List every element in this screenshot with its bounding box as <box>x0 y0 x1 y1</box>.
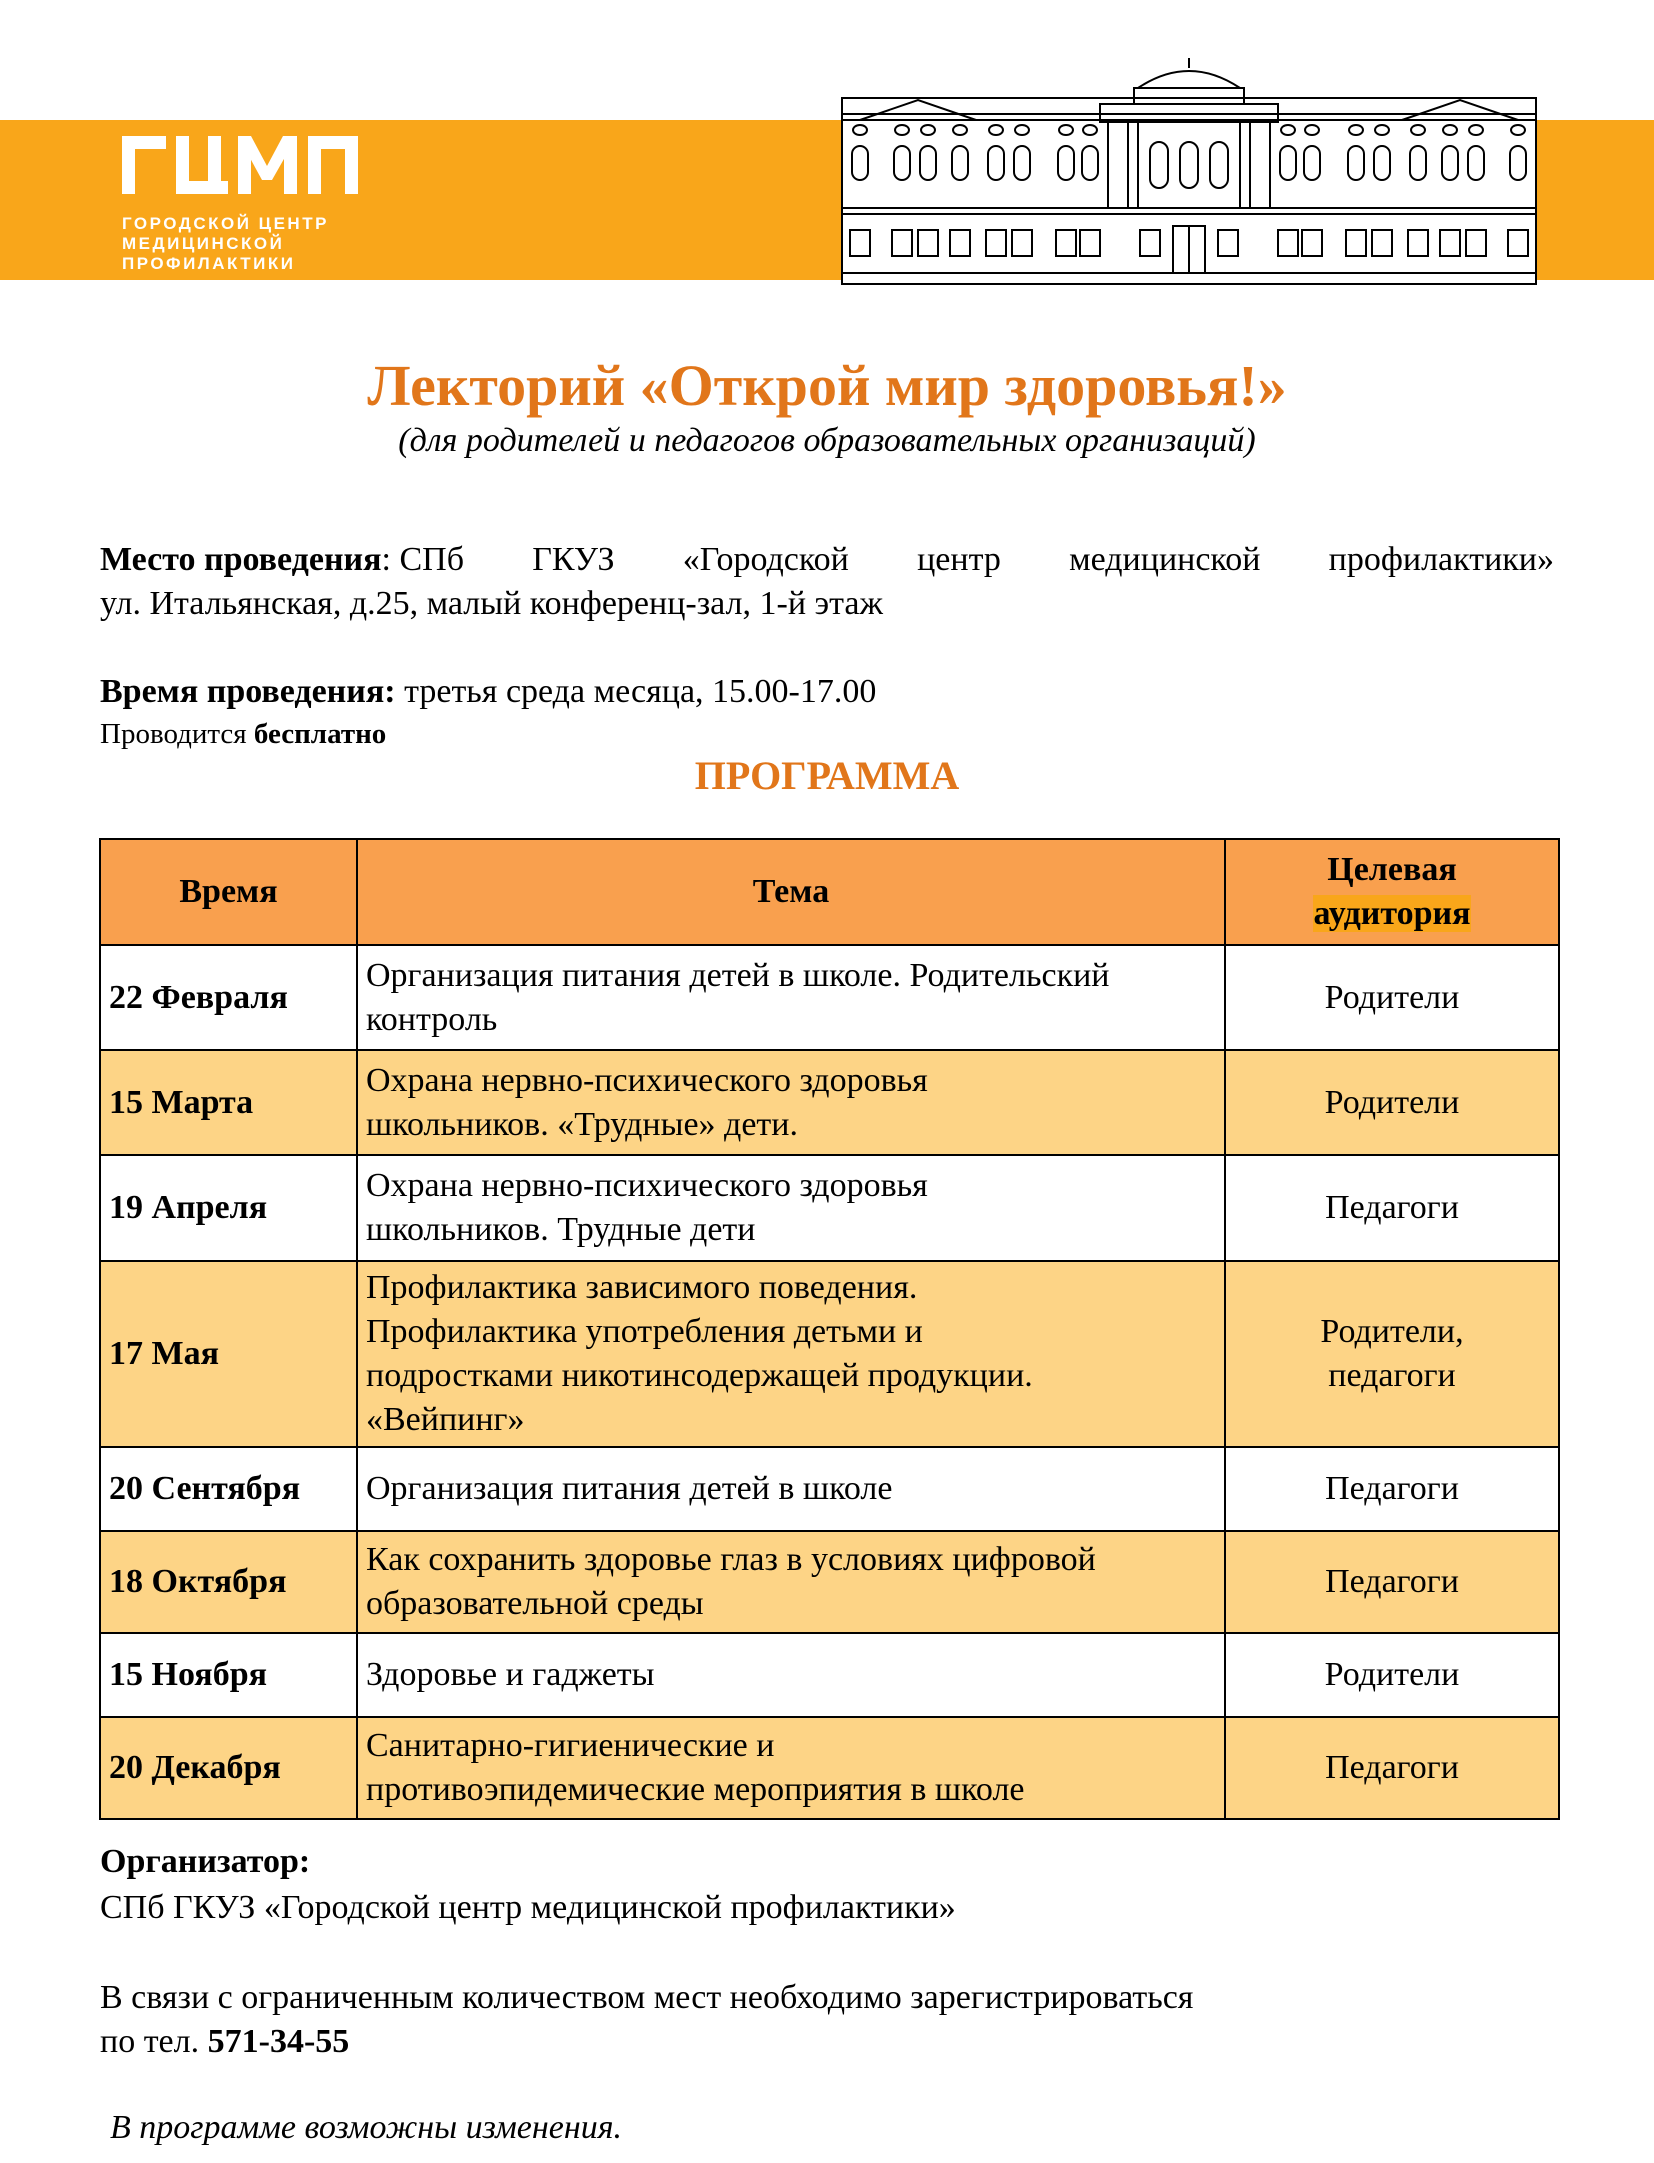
row-topic-line: Профилактика зависимого поведения. <box>366 1269 918 1306</box>
row-audience-line: Родители <box>1324 1083 1460 1121</box>
venue-word-3: «Городской <box>682 541 849 578</box>
phone-prefix: по тел. <box>100 2023 208 2060</box>
table-row <box>100 1633 1559 1717</box>
row-topic <box>357 1447 1225 1531</box>
row-date: 22 Февраля <box>100 945 357 1050</box>
organizer-heading: Организатор: <box>100 1843 311 1880</box>
row-topic-line: Охрана нервно-психического здоровья <box>366 1061 928 1099</box>
organizer-name: СПб ГКУЗ «Городской центр медицинской профилактики» <box>100 1889 956 1926</box>
row-audience-line: Родители, <box>1320 1313 1464 1350</box>
venue-word-6: профилактики» <box>1328 541 1554 578</box>
row-topic <box>357 1261 1225 1447</box>
row-topic-line: школьников. Трудные дети <box>366 1211 756 1248</box>
row-date: 20 Декабря <box>100 1717 357 1819</box>
row-audience <box>1225 1050 1559 1155</box>
row-audience-line: Педагоги <box>1325 1749 1459 1786</box>
row-topic-line: «Вейпинг» <box>366 1401 525 1438</box>
header-audience-line-2: аудитория <box>1313 895 1471 932</box>
row-topic-line: образовательной среды <box>366 1585 704 1622</box>
row-topic-line: Организация питания детей в школе. Родительский <box>366 956 1110 994</box>
row-topic-line: Охрана нервно-психического здоровья <box>366 1167 928 1204</box>
free-prefix: Проводится <box>100 718 254 750</box>
row-topic <box>357 1717 1225 1819</box>
page-title: Лекторий «Открой мир здоровья!» <box>367 353 1287 418</box>
venue-word-5: медицинской <box>1069 541 1261 578</box>
row-date: 18 Октября <box>100 1531 357 1633</box>
header-time: Время <box>100 839 357 945</box>
schedule-table <box>99 838 1560 1820</box>
table-header-row <box>100 839 1559 945</box>
row-topic-line: противоэпидемические мероприятия в школе <box>366 1771 1025 1808</box>
row-audience-line: Педагоги <box>1325 1470 1459 1507</box>
table-row <box>100 945 1559 1050</box>
row-topic <box>357 1531 1225 1633</box>
changes-note: В программе возможны изменения. <box>110 2109 623 2146</box>
row-date: 15 Ноября <box>100 1633 357 1717</box>
row-date: 15 Марта <box>100 1050 357 1155</box>
row-audience-line: Родители <box>1324 1656 1460 1693</box>
table-row <box>100 1717 1559 1819</box>
venue-line <box>100 538 1554 582</box>
gcmp-logo <box>122 136 358 194</box>
table-row <box>100 1447 1559 1531</box>
time-line <box>100 670 876 714</box>
row-topic-line: Санитарно-гигиенические и <box>366 1727 775 1764</box>
table-row <box>100 1531 1559 1633</box>
row-topic-line: Организация питания детей в школе <box>366 1470 893 1507</box>
row-audience <box>1225 1155 1559 1261</box>
building-illustration <box>838 58 1540 286</box>
venue-word-4: центр <box>917 541 1001 578</box>
row-topic-line: контроль <box>366 1000 498 1038</box>
table-row <box>100 1050 1559 1155</box>
registration-phone-line <box>100 2020 349 2064</box>
row-audience-line: Педагоги <box>1325 1563 1459 1600</box>
venue-address: ул. Итальянская, д.25, малый конференц-зал, 1-й этаж <box>100 585 883 622</box>
row-topic-line: Профилактика употребления детьми и <box>366 1313 923 1350</box>
registration-notice: В связи с ограниченным количеством мест необходимо зарегистрироваться <box>100 1979 1194 2016</box>
logo-subtitle-line-1: ГОРОДСКОЙ ЦЕНТР <box>122 214 329 233</box>
free-entry-line <box>100 716 386 752</box>
row-date: 20 Сентября <box>100 1447 357 1531</box>
free-value: бесплатно <box>253 718 387 750</box>
row-topic <box>357 945 1225 1050</box>
table-row <box>100 1155 1559 1261</box>
logo-subtitle-line-3: ПРОФИЛАКТИКИ <box>122 254 296 273</box>
row-topic <box>357 1050 1225 1155</box>
row-audience <box>1225 945 1559 1050</box>
venue-word-2: ГКУЗ <box>532 541 615 578</box>
table-row <box>100 1261 1559 1447</box>
header-audience-line-1: Целевая <box>1327 851 1457 888</box>
row-audience <box>1225 1717 1559 1819</box>
row-audience <box>1225 1633 1559 1717</box>
header-topic: Тема <box>357 839 1225 945</box>
row-audience-line: Родители <box>1324 978 1460 1016</box>
time-label: Время проведения: <box>100 673 396 710</box>
time-value: третья среда месяца, 15.00-17.00 <box>395 673 877 710</box>
phone-number: 571-34-55 <box>207 2023 350 2060</box>
row-audience-line: Педагоги <box>1325 1189 1459 1226</box>
program-heading: ПРОГРАММА <box>694 753 960 798</box>
row-date: 17 Мая <box>100 1261 357 1447</box>
row-topic <box>357 1155 1225 1261</box>
row-topic-line: подростками никотинсодержащей продукции. <box>366 1357 1033 1394</box>
row-topic-line: школьников. «Трудные» дети. <box>366 1105 798 1143</box>
row-audience <box>1225 1261 1559 1447</box>
row-audience-line: педагоги <box>1328 1357 1456 1394</box>
row-audience <box>1225 1531 1559 1633</box>
row-topic-line: Здоровье и гаджеты <box>366 1656 655 1693</box>
row-date: 19 Апреля <box>100 1155 357 1261</box>
row-topic-line: Как сохранить здоровье глаз в условиях цифровой <box>366 1541 1096 1578</box>
row-topic <box>357 1633 1225 1717</box>
page-subtitle: (для родителей и педагогов образовательных организаций) <box>398 422 1256 459</box>
row-audience <box>1225 1447 1559 1531</box>
logo-subtitle-line-2: МЕДИЦИНСКОЙ <box>122 234 285 253</box>
venue-label: Место проведения <box>100 541 382 578</box>
venue-first-segment <box>100 538 464 582</box>
venue-word-1: : СПб <box>381 541 464 578</box>
header-audience <box>1225 839 1559 945</box>
